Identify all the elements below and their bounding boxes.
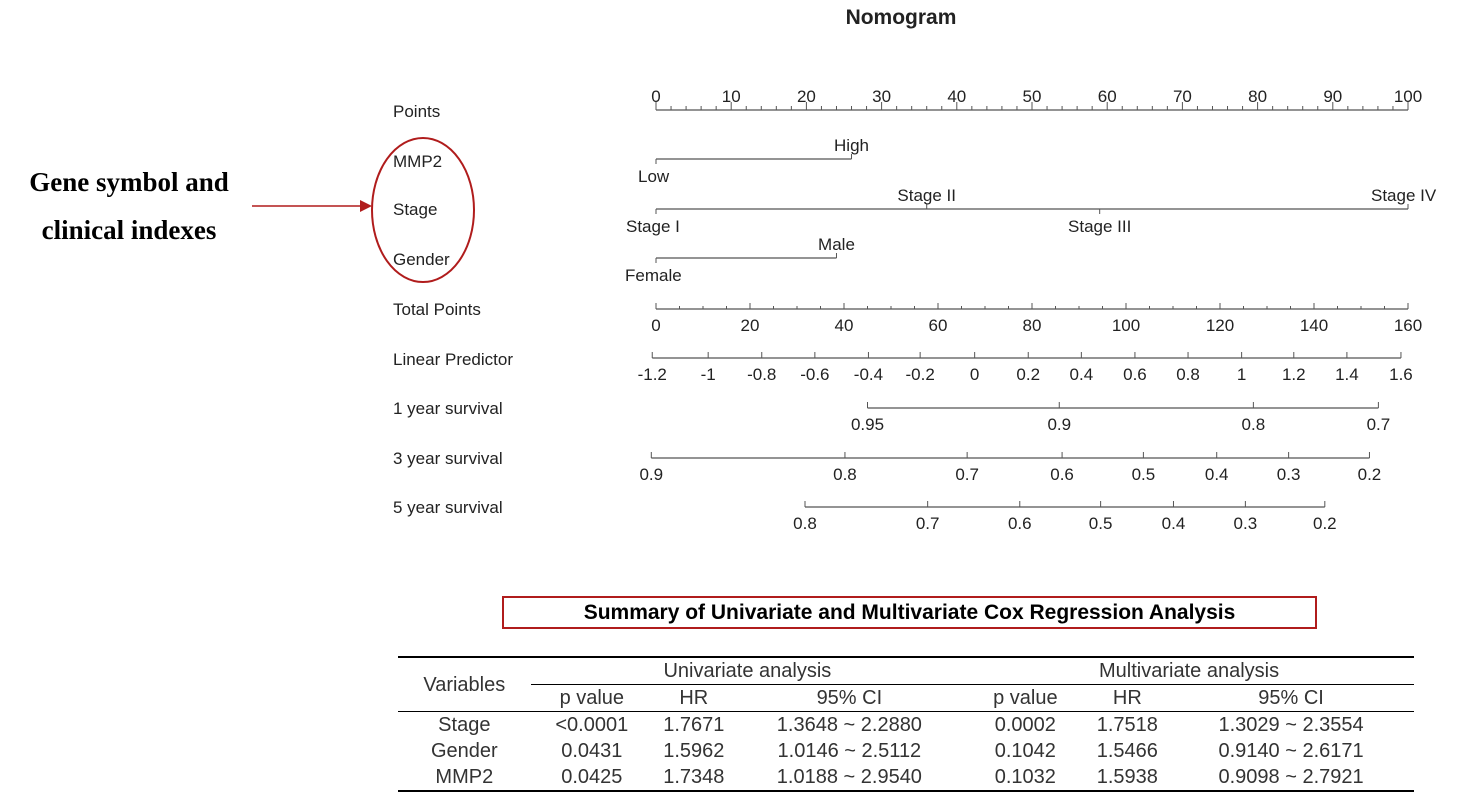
- scale-tick-label: 0.9: [1047, 415, 1072, 434]
- total-points-tick-label: 120: [1205, 316, 1235, 335]
- total-points-tick-label: 140: [1299, 316, 1329, 335]
- table-cell: MMP2: [398, 764, 531, 791]
- annotation-text: [0, 158, 258, 254]
- table-row: [398, 738, 1414, 764]
- scale-tick-label: 0.2: [1016, 365, 1041, 384]
- header-multi-p-value: p value: [964, 685, 1086, 712]
- total-points-tick-label: 100: [1111, 316, 1141, 335]
- variable-level-label: Stage I: [626, 217, 680, 236]
- points-tick-label: 100: [1393, 87, 1423, 106]
- table-cell: 1.7671: [663, 714, 725, 736]
- table-cell: 0.9098 ~ 2.7921: [1168, 764, 1414, 791]
- scale-tick-label: 0.7: [915, 514, 940, 533]
- table-cell: 0.0431: [561, 740, 623, 762]
- scale-tick-label: -0.2: [905, 365, 935, 384]
- header-variables: Variables: [398, 657, 531, 712]
- table-cell: 1.7348: [653, 764, 735, 791]
- table-cell: 1.3029 ~ 2.3554: [1218, 714, 1364, 736]
- scale-tick-label: 1: [1236, 365, 1247, 384]
- scale-tick-label: 0.4: [1204, 465, 1229, 484]
- points-tick-label: 10: [721, 87, 741, 106]
- cox-regression-table: [398, 656, 1414, 792]
- scale-tick-label: -1.2: [637, 365, 667, 384]
- row-label: Linear Predictor: [393, 350, 514, 369]
- total-points-tick-label: 80: [1022, 316, 1042, 335]
- row-label: 5 year survival: [393, 498, 503, 517]
- scale-tick-label: 0.7: [1366, 415, 1391, 434]
- table-cell: 0.9140 ~ 2.6171: [1218, 740, 1364, 762]
- annotation-arrow-head: [360, 200, 372, 212]
- scale-tick-label: 0.7: [955, 465, 979, 484]
- variable-level-label: Male: [818, 235, 855, 254]
- scale-tick-label: 0.9: [639, 465, 664, 484]
- table-cell: 0.0002: [994, 714, 1056, 736]
- scale-tick-label: 0.5: [1088, 514, 1113, 533]
- scale-tick-label: 0.5: [1131, 465, 1156, 484]
- scale-tick-label: 0.6: [1050, 465, 1074, 484]
- table-cell: 1.3648 ~ 2.2880: [776, 714, 922, 736]
- total-points-tick-label: 60: [928, 316, 948, 335]
- table-cell: 1.5466: [1096, 740, 1158, 762]
- total-points-tick-label: 0: [651, 316, 661, 335]
- points-tick-label: 50: [1022, 87, 1042, 106]
- table-cell: 1.5938: [1087, 764, 1169, 791]
- row-label: Stage: [393, 200, 438, 219]
- row-label: Total Points: [393, 300, 481, 319]
- points-tick-label: 90: [1323, 87, 1343, 106]
- row-label: Points: [393, 102, 441, 121]
- chart-title: Nomogram: [845, 6, 957, 29]
- scale-tick-label: 0.2: [1357, 465, 1382, 484]
- variable-level-label: Low: [638, 167, 670, 186]
- points-tick-label: 70: [1172, 87, 1192, 106]
- header-uni-hr: HR: [653, 685, 735, 712]
- scale-tick-label: -1: [700, 365, 716, 384]
- table-cell: 1.0146 ~ 2.5112: [777, 740, 922, 762]
- points-tick-label: 20: [796, 87, 816, 106]
- scale-tick-label: -0.4: [853, 365, 884, 384]
- variable-level-label: Stage II: [897, 186, 957, 205]
- scale-tick-label: 1.4: [1335, 365, 1359, 384]
- header-uni-ci: 95% CI: [735, 685, 965, 712]
- table-row: [398, 764, 1414, 791]
- scale-tick-label: 0.8: [793, 514, 817, 533]
- table-cell: 1.7518: [1096, 714, 1158, 736]
- table-cell: <0.0001: [555, 714, 629, 736]
- scale-tick-label: 0.8: [1241, 415, 1266, 434]
- scale-tick-label: 0.2: [1312, 514, 1337, 533]
- scale-tick-label: -0.6: [800, 365, 830, 384]
- scale-tick-label: 0.95: [850, 415, 885, 434]
- table-cell: Stage: [438, 714, 491, 736]
- table-row: [398, 712, 1414, 739]
- header-multi-ci: 95% CI: [1168, 685, 1414, 712]
- total-points-tick-label: 20: [740, 316, 760, 335]
- variable-level-label: Stage III: [1068, 217, 1132, 236]
- scale-tick-label: 0.8: [1176, 365, 1200, 384]
- scale-tick-label: 0: [969, 365, 980, 384]
- table-title: Summary of Univariate and Multivariate Cox Regression Analysis: [502, 596, 1317, 629]
- scale-tick-label: -0.8: [747, 365, 777, 384]
- scale-tick-label: 1.2: [1281, 365, 1306, 384]
- table-cell: 1.0188 ~ 2.9540: [735, 764, 965, 791]
- table-cell: Gender: [430, 740, 498, 762]
- header-univariate: Univariate analysis: [531, 657, 965, 685]
- row-label: Gender: [393, 250, 450, 269]
- scale-tick-label: 0.3: [1276, 465, 1301, 484]
- table-cell: 0.0425: [531, 764, 653, 791]
- table-cell: 0.1042: [994, 740, 1056, 762]
- points-tick-label: 80: [1248, 87, 1268, 106]
- total-points-tick-label: 40: [834, 316, 854, 335]
- scale-tick-label: 0.6: [1123, 365, 1147, 384]
- header-multivariate: Multivariate analysis: [964, 657, 1414, 685]
- row-label: 3 year survival: [393, 449, 503, 468]
- variable-level-label: High: [834, 136, 870, 155]
- points-tick-label: 60: [1097, 87, 1117, 106]
- variable-level-label: Stage IV: [1371, 186, 1437, 205]
- row-label: 1 year survival: [393, 399, 503, 418]
- points-tick-label: 30: [872, 87, 892, 106]
- scale-tick-label: 0.6: [1007, 514, 1032, 533]
- scale-tick-label: 1.6: [1389, 365, 1413, 384]
- annotation-line-2: clinical indexes: [41, 215, 217, 245]
- points-tick-label: 40: [947, 87, 967, 106]
- variable-level-label: Female: [625, 266, 682, 285]
- row-label: MMP2: [393, 152, 443, 171]
- total-points-tick-label: 160: [1393, 316, 1423, 335]
- header-multi-hr: HR: [1087, 685, 1169, 712]
- annotation-line-1: Gene symbol and: [29, 167, 229, 197]
- header-uni-p-value: p value: [531, 685, 653, 712]
- scale-tick-label: 0.4: [1069, 365, 1094, 384]
- scale-tick-label: 0.8: [833, 465, 857, 484]
- scale-tick-label: 0.4: [1161, 514, 1186, 533]
- table-cell: 1.5962: [663, 740, 725, 762]
- scale-tick-label: 0.3: [1233, 514, 1258, 533]
- table-cell: 0.1032: [964, 764, 1086, 791]
- points-tick-label: 0: [651, 87, 661, 106]
